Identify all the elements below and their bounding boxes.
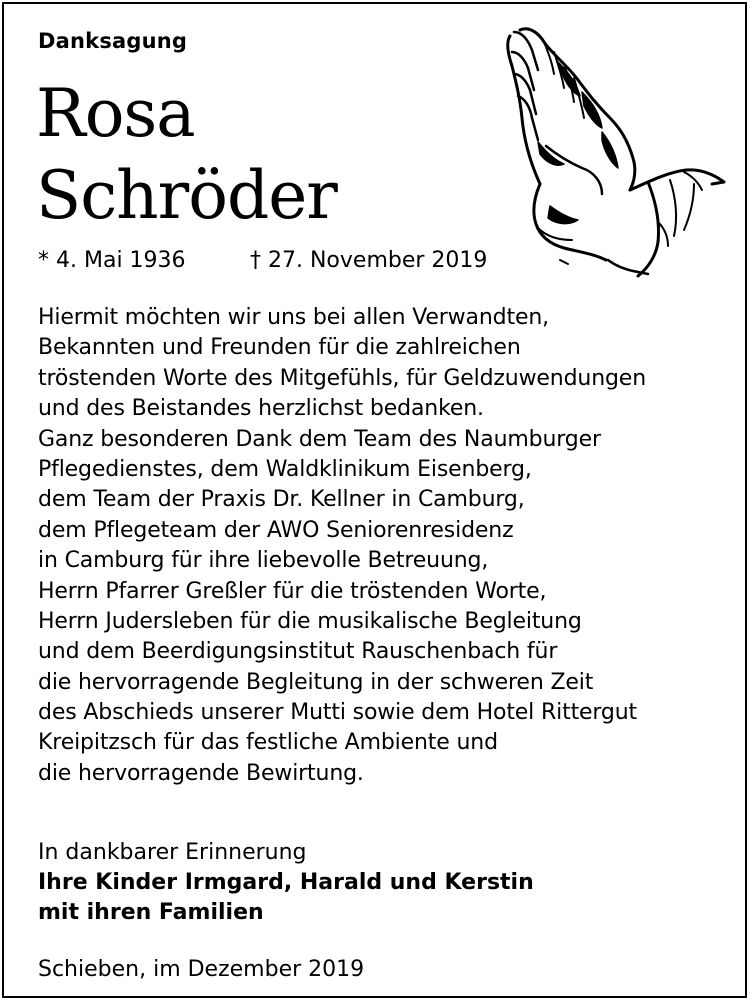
thanks-text-line: des Abschieds unserer Mutti sowie dem Hotel Rittergut bbox=[38, 700, 638, 726]
thanks-text-line: Herrn Judersleben für die musikalische Begleitung bbox=[38, 608, 582, 634]
life-dates bbox=[38, 246, 487, 276]
signers-line: Ihre Kinder Irmgard, Harald und Kerstin bbox=[38, 870, 534, 895]
death-date: † 27. November 2019 bbox=[250, 248, 488, 273]
thanks-text-line: und dem Beerdigungsinstitut Rauschenbach für bbox=[38, 639, 558, 665]
thanks-text-line: Pflegedienstes, dem Waldklinikum Eisenberg, bbox=[38, 456, 532, 482]
praying-hands-icon bbox=[498, 22, 730, 280]
thanks-text-line: Bekannten und Freunden für die zahlreichen bbox=[38, 335, 521, 361]
closing-intro: In dankbarer Erinnerung bbox=[38, 840, 307, 865]
deceased-last-name: Schröder bbox=[36, 157, 337, 234]
thanks-text bbox=[38, 303, 646, 789]
notice-type-label: Danksagung bbox=[38, 29, 188, 53]
thanks-text-line: dem Pflegeteam der AWO Seniorenresidenz bbox=[38, 517, 514, 543]
thanks-text-line: Kreipitzsch für das festliche Ambiente und bbox=[38, 730, 498, 756]
thanks-text-line: in Camburg für ihre liebevolle Betreuung, bbox=[38, 548, 489, 574]
thanks-text-line: dem Team der Praxis Dr. Kellner in Camburg, bbox=[38, 487, 525, 513]
birth-date: * 4. Mai 1936 bbox=[38, 248, 186, 273]
signers-families: mit ihren Familien bbox=[38, 900, 264, 925]
closing-block bbox=[38, 838, 534, 928]
thanks-text-line: Hiermit möchten wir uns bei allen Verwandten, bbox=[38, 305, 549, 330]
thanks-text-line: die hervorragende Begleitung in der schweren Zeit bbox=[38, 669, 594, 695]
deceased-first-name: Rosa bbox=[36, 75, 195, 152]
place-and-date: Schieben, im Dezember 2019 bbox=[38, 957, 365, 982]
thanks-text-line: die hervorragende Bewirtung. bbox=[38, 760, 364, 786]
thanks-text-line: Ganz besonderen Dank dem Team des Naumburger bbox=[38, 426, 601, 452]
thanks-text-line: Herrn Pfarrer Greßler für die tröstenden Worte, bbox=[38, 578, 547, 604]
thanks-text-line: und des Beistandes herzlichst bedanken. bbox=[38, 396, 484, 422]
thanks-text-line: tröstenden Worte des Mitgefühls, für Geldzuwendungen bbox=[38, 365, 646, 391]
